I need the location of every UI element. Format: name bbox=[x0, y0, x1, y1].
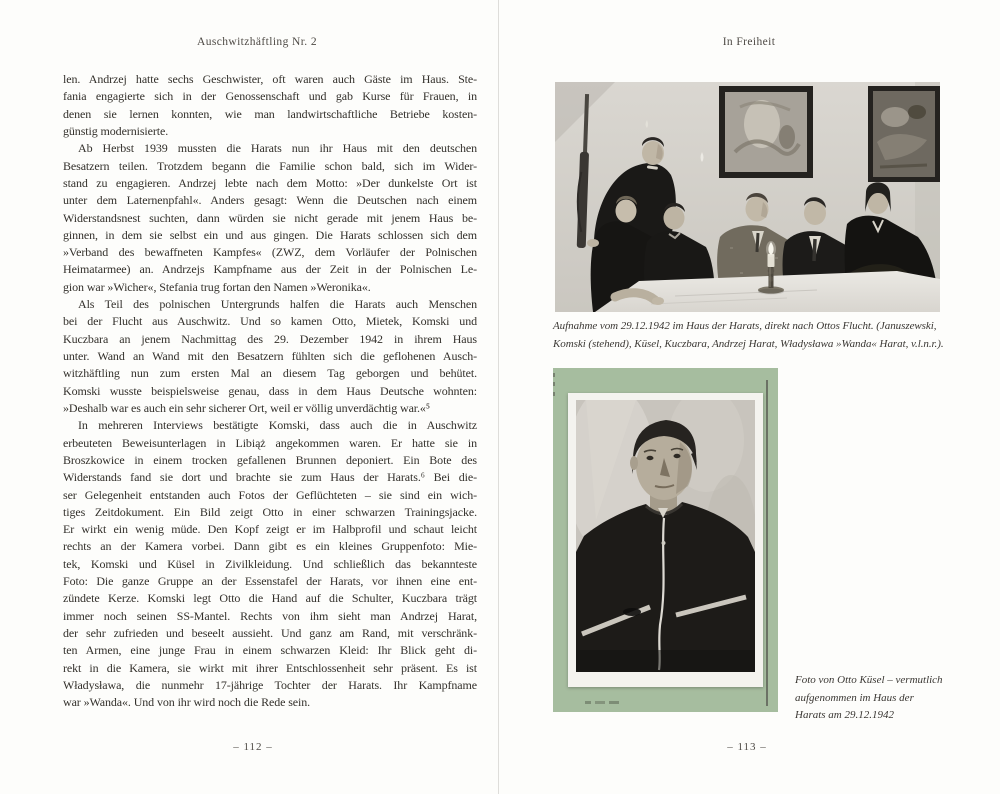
framed-picture-right bbox=[868, 86, 940, 182]
text-line: unter dem Laternenpfahl«. Anders gesagt: Wenn die Deutschen nach einem bbox=[63, 193, 477, 208]
text-line: fania engagierte sich in der Genossenschaft und gab Kurse für Frauen, in bbox=[63, 89, 477, 104]
body-text bbox=[63, 71, 477, 712]
text-line: Heimatarmee) an. Andrzejs Kampfname aus der Zeit in der Polnischen Le- bbox=[63, 262, 477, 277]
text-line: unter. Wand an Wand mit den Besatzern fühlten sich die geflohenen Ausch- bbox=[63, 349, 477, 363]
group-photo-caption bbox=[553, 318, 983, 353]
text-line: tek, Komski und Küsel in Zivilkleidung. Und schließlich das bekannteste bbox=[63, 556, 477, 571]
text-line: Als Teil des polnischen Untergrunds halfen die Harats auch Menschen bbox=[78, 297, 477, 312]
left-running-head: Auschwitzhäftling Nr. 2 bbox=[196, 36, 318, 48]
text-line: In mehreren Interviews bestätigte Komski, dass auch die in Auschwitz bbox=[78, 418, 477, 433]
text-line: der sehr zufrieden und beseelt aussieht. Und ganz am Rand, mit verschränk- bbox=[63, 626, 477, 640]
mat-edge-mark bbox=[553, 373, 555, 377]
portrait-illustration bbox=[576, 400, 755, 672]
caption-line: aufgenommen im Haus der bbox=[795, 691, 914, 704]
text-line: immer noch seinen SS-Mantel. Rechts von ihm sieht man Andrzej Harat, bbox=[63, 608, 477, 623]
text-line: ser Gelegenheit entstanden auch Fotos der Geflüchteten – sie sind ein wich- bbox=[63, 487, 477, 502]
text-line: Ab Herbst 1939 mussten die Harats nun ihr Haus mit den deutschen bbox=[78, 141, 477, 156]
mat-edge-mark bbox=[553, 392, 555, 396]
text-line: Foto: Die ganze Gruppe an der Essenstafel der Harats, vor ihnen eine ent- bbox=[63, 574, 477, 589]
right-running-head: In Freiheit bbox=[722, 36, 776, 48]
text-line: len. Andrzej hatte sechs Geschwister, oft waren auch Gäste im Haus. Ste- bbox=[63, 72, 477, 86]
left-page-number: – 112 – bbox=[233, 741, 273, 753]
paragraph bbox=[63, 417, 477, 711]
mat-edge-mark bbox=[553, 382, 555, 386]
text-line: Widerstandsnest suchten, dann würden sie nicht gerade mit jenem Haus be- bbox=[63, 210, 477, 225]
text-line: Kuczbara an jenem Nachmittag des 29. Dezember 1942 in ihrem Haus bbox=[63, 331, 477, 346]
text-line: rekt in die Kamera, sie wirkt mit ihrer Entschlossenheit sehr präsent. Es ist bbox=[63, 660, 477, 675]
caption-line: Komski (stehend), Küsel, Kuczbara, Andrzej Harat, Władysława »Wanda« Harat, v.l.n.r.). bbox=[553, 337, 944, 350]
portrait-photo-caption bbox=[795, 672, 995, 725]
text-line: war »Wanda«. Und von ihr wird noch die Rede sein. bbox=[63, 695, 311, 710]
caption-line: Foto von Otto Küsel – vermutlich bbox=[795, 674, 943, 686]
text-line: rechts an der Kamera vorbei. Dann gibt es ein kleines Gruppenfoto: Mie- bbox=[63, 539, 477, 554]
text-line: Er wirkt ein wenig müde. Den Kopf zeigt er im Halbprofil und schaut leicht bbox=[63, 522, 477, 537]
portrait-photo-mat bbox=[553, 368, 778, 712]
text-line: denen sie lernen konnten, wie man landwirtschaftliche Betriebe kosten- bbox=[63, 106, 477, 121]
text-line: witzhäftling nun zum ersten Mal an diesem Tag geborgen und behütet. bbox=[63, 366, 477, 381]
text-line: Besatzern teilen. Trotzdem begann die Familie schon bald, sich im Wider- bbox=[63, 158, 477, 173]
text-line: ten Armen, eine junge Frau in einem schwarzen Kleid: Ihr Blick geht di- bbox=[63, 643, 477, 658]
mat-scratch-line bbox=[766, 380, 768, 706]
text-line: Władysława, die nunmehr 17-jährige Tochter der Harats. Ihr Kampfname bbox=[63, 677, 477, 692]
text-line: günstig modernisierte. bbox=[63, 123, 169, 138]
text-line: stand zu engagieren. Andrzej lebte nach dem Motto: »Der dunkelste Ort ist bbox=[63, 175, 477, 190]
text-line: gion war »Wicher«, Stefania trug fortan den Namen »Weronika«. bbox=[63, 279, 371, 294]
text-line: tiges Zeitdokument. Ein Bild zeigt Otto in einer schwarzen Trainingsjacke. bbox=[63, 504, 477, 519]
right-page-number: – 113 – bbox=[727, 741, 767, 753]
caption-line: Harats am 29.12.1942 bbox=[795, 709, 895, 721]
group-photo bbox=[555, 82, 940, 312]
text-line: Broszkowice in einem trocken gefallenen Brunnen deponiert. Ein Bote des bbox=[63, 452, 477, 467]
text-line: »Deshalb war es auch ein sehr sicherer Ort, weil er völlig unverdächtig war.«⁵ bbox=[63, 400, 430, 415]
page-gutter-line bbox=[498, 0, 499, 794]
text-line: Widerstands fand sie dort und brachte sie zum Haus der Harats.⁶ Bei die- bbox=[63, 470, 477, 485]
paragraph bbox=[63, 296, 477, 417]
paragraph bbox=[63, 140, 477, 296]
text-line: zündete Kerze. Komski legt Otto die Hand auf die Schulter, Kuczbara trägt bbox=[63, 591, 477, 606]
text-line: ginnen, in dem sie selbst ein und aus gingen. Die Harats schlossen sich dem bbox=[63, 227, 477, 242]
text-line: erbeuteten Beweisunterlagen in Libiąż angekommen waren. Er hatte sie in bbox=[63, 435, 477, 450]
group-photo-illustration bbox=[555, 82, 940, 312]
portrait-photo bbox=[568, 393, 763, 687]
text-line: bei der Flucht aus Auschwitz. Und so kamen Otto, Mietek, Komski und bbox=[63, 314, 477, 329]
framed-picture-left bbox=[719, 86, 813, 178]
paragraph bbox=[63, 71, 477, 140]
mat-pencil-smudge bbox=[585, 701, 619, 704]
text-line: Komski wusste beispielsweise genau, dass in dem Haus Deutsche wohnten: bbox=[63, 383, 477, 398]
hand-on-shoulder bbox=[587, 239, 599, 247]
text-line: »Verband des bewaffneten Kampfes« (ZWZ, dem Vorläufer der Polnischen bbox=[63, 245, 477, 260]
caption-line: Aufnahme vom 29.12.1942 im Haus der Harats, direkt nach Ottos Flucht. (Januszewski, bbox=[553, 320, 937, 332]
